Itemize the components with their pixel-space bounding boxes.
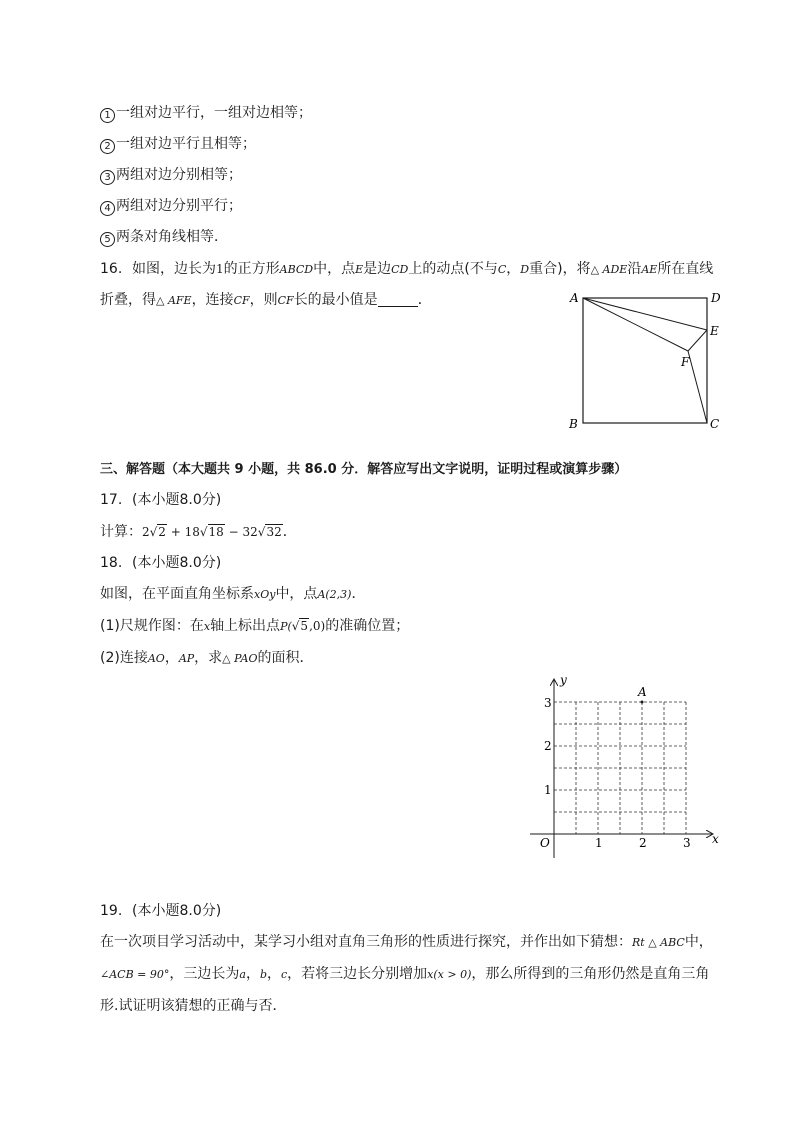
q15-item-4: 4 两组对边分别平行； [100, 196, 242, 216]
segment-ae [583, 298, 707, 330]
grid-lines [554, 702, 686, 834]
circled-number: 5 [100, 232, 115, 247]
y-tick-2: 2 [544, 739, 552, 753]
segment-fe [688, 330, 707, 351]
question-number: 19. [100, 903, 123, 919]
coordinate-grid [520, 670, 730, 865]
x-tick-2: 2 [639, 836, 647, 850]
q15-item-2: 2 一组对边平行且相等； [100, 134, 256, 154]
score: (本小题8.0分) [132, 555, 222, 571]
x-axis-label: x [712, 832, 719, 846]
y-axis-label: y [560, 673, 567, 687]
q15-item-1: 1 一组对边平行，一组对边相等； [100, 103, 312, 123]
q16-line-1: 16. 如图，边长为1的正方形ABCD中，点E是边CD上的动点(不与C，D重合)，将△ ADE沿AE所在直线 [100, 261, 714, 277]
label-d: D [711, 291, 721, 305]
q18-intro: 如图，在平面直角坐标系xOy中，点A(2,3)． [100, 586, 366, 602]
q15-item-3: 3 两组对边分别相等； [100, 165, 242, 185]
question-number: 18. [100, 555, 123, 571]
q19-line-1: 在一次项目学习活动中，某学习小组对直角三角形的性质进行探究，并作出如下猜想：Rt △ ABC中， [100, 934, 713, 950]
label-a: A [570, 291, 579, 305]
label-b: B [569, 417, 578, 431]
origin-label: O [540, 836, 550, 850]
question-number: 16. [100, 261, 123, 277]
segment-fc [688, 351, 707, 423]
q19-line-3: 形.试证明该猜想的正确与否． [100, 998, 287, 1014]
label-c: C [710, 417, 720, 431]
circled-number: 3 [100, 170, 115, 185]
point-a-label: A [638, 685, 647, 699]
x-tick-3: 3 [683, 836, 691, 850]
label-f: F [681, 355, 690, 369]
q17-expression: 计算：2√2 + 18√18 − 32√32． [100, 524, 297, 540]
q18-header [100, 553, 221, 573]
x-tick-1: 1 [595, 836, 603, 850]
q15-item-5: 5 两条对角线相等． [100, 227, 228, 247]
circled-number: 2 [100, 139, 115, 154]
q16-line-2: 折叠，得△ AFE，连接CF，则CF长的最小值是 ． [100, 292, 432, 308]
y-tick-3: 3 [544, 696, 552, 710]
answer-blank [378, 292, 418, 307]
q17-header [100, 490, 221, 510]
square-fold-figure [564, 288, 724, 436]
segment-af [583, 298, 688, 351]
q19-header [100, 901, 221, 921]
y-tick-1: 1 [544, 783, 552, 797]
score: (本小题8.0分) [132, 903, 222, 919]
section-heading: 三、解答题（本大题共 9 小题，共 86.0 分．解答应写出文字说明，证明过程或演算步骤） [100, 462, 628, 477]
question-number: 17. [100, 492, 123, 508]
circled-number: 1 [100, 108, 115, 123]
q18-part-2: (2)连接AO，AP，求△ PAO的面积． [100, 650, 314, 666]
score: (本小题8.0分) [132, 492, 222, 508]
point-a [641, 701, 644, 704]
label-e: E [710, 324, 719, 338]
q18-part-1: (1)尺规作图：在x轴上标出点P(√5,0)的准确位置； [100, 618, 410, 634]
circled-number: 4 [100, 201, 115, 216]
q19-line-2: ∠ACB = 90°，三边长为a，b，c，若将三边长分别增加x(x > 0)，那么所得到的三角形仍然是直角三角 [100, 966, 710, 982]
